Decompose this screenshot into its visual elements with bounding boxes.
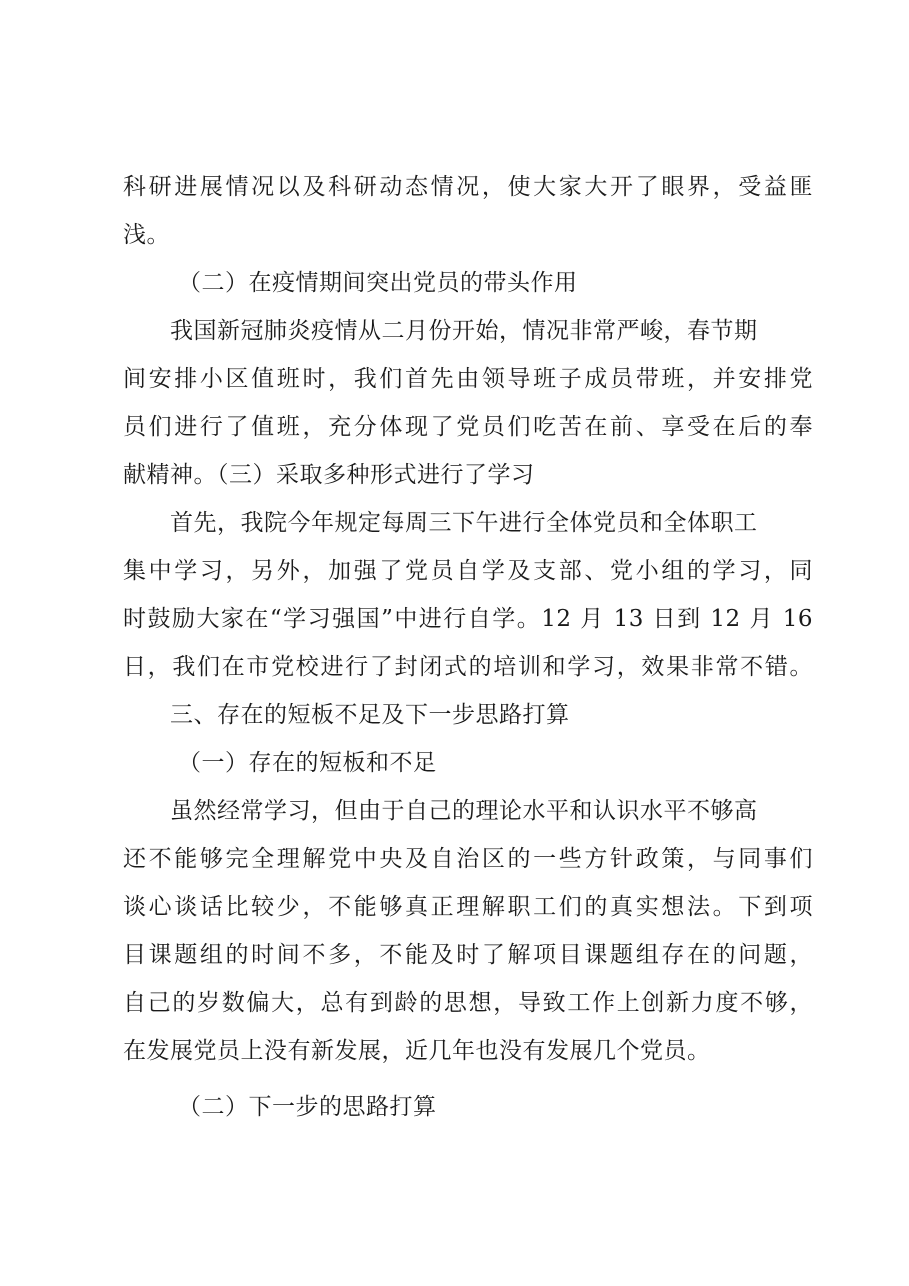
paragraph-line: 集中学习，另外，加强了党员自学及支部、党小组的学习，同 bbox=[123, 558, 813, 584]
section-subheading: （一）存在的短板和不足 bbox=[178, 750, 437, 776]
paragraph-line: 谈心谈话比较少，不能够真正理解职工们的真实想法。下到项 bbox=[123, 894, 813, 920]
section-subheading: （二）下一步的思路打算 bbox=[178, 1094, 437, 1120]
paragraph-line: 自己的岁数偏大，总有到龄的思想，导致工作上创新力度不够， bbox=[123, 990, 813, 1016]
paragraph-line: 时鼓励大家在“学习强国”中进行自学。12 月 13 日到 12 月 16 bbox=[123, 606, 813, 632]
section-subheading: （二）在疫情期间突出党员的带头作用 bbox=[178, 270, 578, 296]
paragraph-line: 目课题组的时间不多，不能及时了解项目课题组存在的问题， bbox=[123, 942, 813, 968]
section-heading: 三、存在的短板不足及下一步思路打算 bbox=[170, 702, 570, 728]
paragraph-line: 首先，我院今年规定每周三下午进行全体党员和全体职工 bbox=[170, 510, 758, 536]
paragraph-line: 在发展党员上没有新发展，近几年也没有发展几个党员。 bbox=[123, 1038, 711, 1064]
paragraph-line: 我国新冠肺炎疫情从二月份开始，情况非常严峻，春节期 bbox=[170, 318, 758, 344]
paragraph-line: 还不能够完全理解党中央及自治区的一些方针政策，与同事们 bbox=[123, 846, 813, 872]
paragraph-line: 间安排小区值班时，我们首先由领导班子成员带班，并安排党 bbox=[123, 366, 813, 392]
paragraph-line: 科研进展情况以及科研动态情况，使大家大开了眼界，受益匪 bbox=[123, 174, 813, 200]
paragraph-line: 献精神。（三）采取多种形式进行了学习 bbox=[123, 462, 535, 488]
paragraph-line: 日，我们在市党校进行了封闭式的培训和学习，效果非常不错。 bbox=[123, 654, 813, 680]
paragraph-line: 员们进行了值班，充分体现了党员们吃苦在前、享受在后的奉 bbox=[123, 414, 813, 440]
paragraph-line: 虽然经常学习，但由于自己的理论水平和认识水平不够高 bbox=[170, 798, 758, 824]
paragraph-line: 浅。 bbox=[123, 222, 170, 248]
